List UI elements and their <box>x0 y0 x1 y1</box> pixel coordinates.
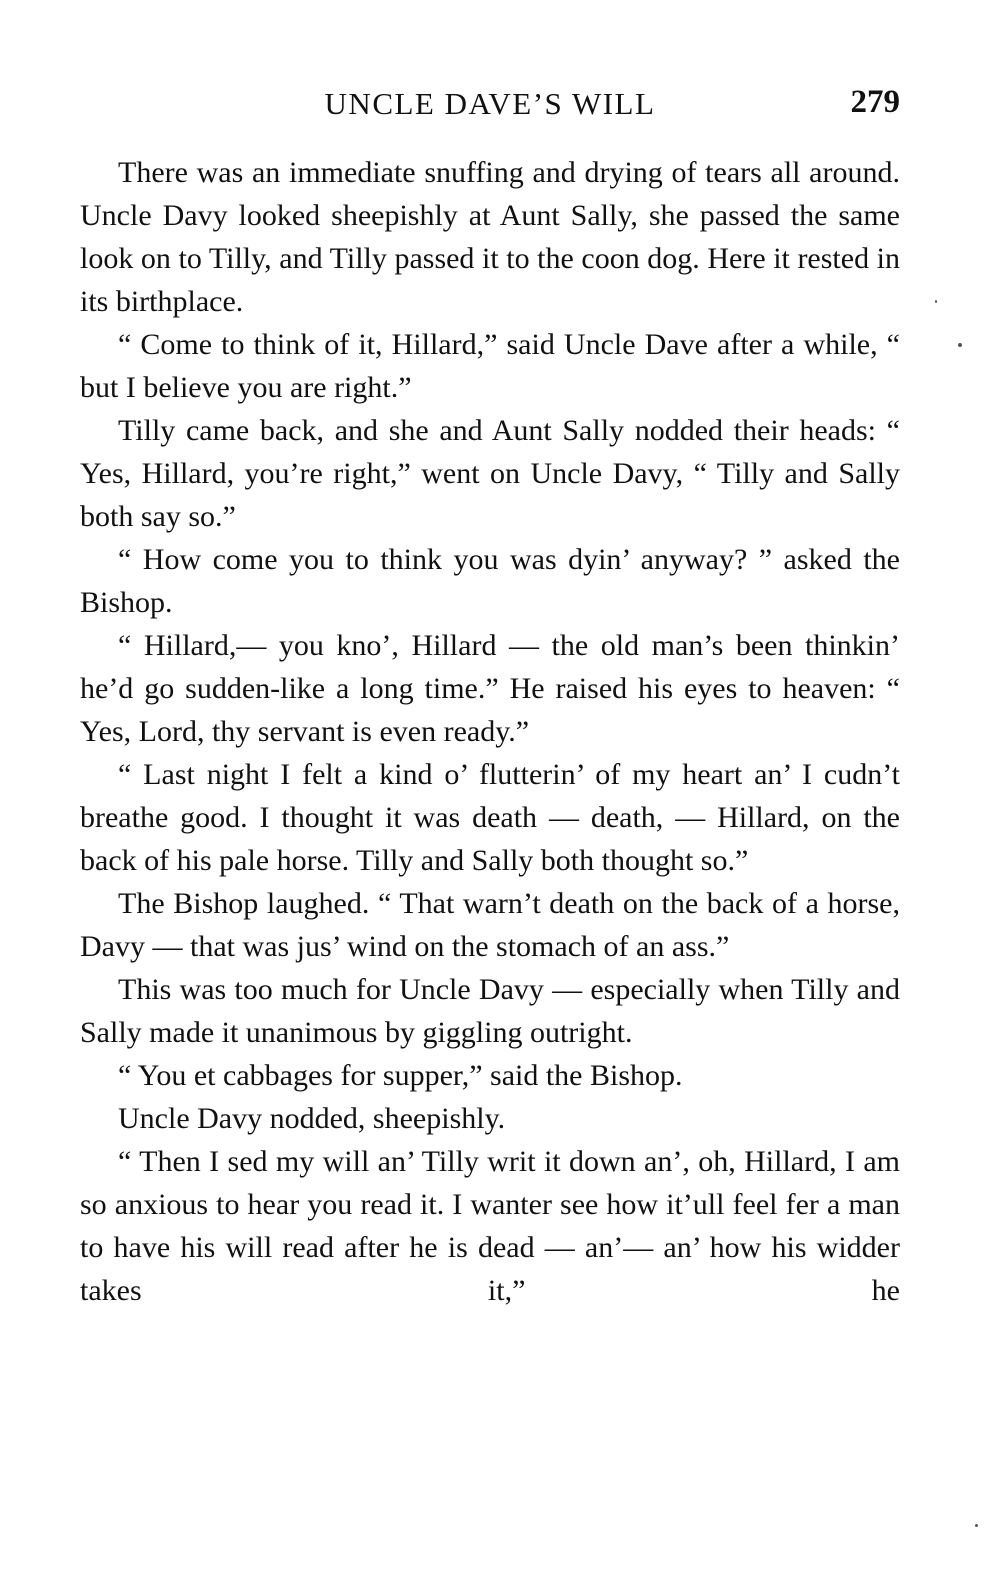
paragraph: There was an immediate snuffing and drying of tears all around. Uncle Davy looked sheepishly at Aunt Sally, she passed the same look on to Tilly, and Tilly passed it to the coon dog. Here it rested in its birthplace. <box>80 156 900 318</box>
paragraph: “ Then I sed my will an’ Tilly writ it down an’, oh, Hillard, I am so anxious to hear you read it. I wanter see how it’ull feel fer a man to have his will read after he is dead — an’— an’ how his widder takes it,” he <box>80 1145 900 1307</box>
paragraph: “ Last night I felt a kind o’ flutterin’ of my heart an’ I cudn’t breathe good. I thought it was death — death, — Hillard, on the back of his pale horse. Tilly and Sally both thought so.” <box>80 758 900 877</box>
paragraph: “ Come to think of it, Hillard,” said Uncle Dave after a while, “ but I believe you are right.” <box>80 328 900 404</box>
body-text <box>80 151 900 1312</box>
paragraph: “ How come you to think you was dyin’ anyway? ” asked the Bishop. <box>80 543 900 619</box>
paragraph: “ You et cabbages for supper,” said the Bishop. <box>118 1059 683 1092</box>
print-speck <box>935 300 937 303</box>
print-speck <box>975 1524 978 1527</box>
paragraph: The Bishop laughed. “ That warn’t death on the back of a horse, Davy — that was jus’ wind on the stomach of an ass.” <box>80 887 900 963</box>
paragraph: Tilly came back, and she and Aunt Sally nodded their heads: “ Yes, Hillard, you’re right,” went on Uncle Davy, “ Tilly and Sally both say so.” <box>80 414 900 533</box>
running-head <box>80 86 900 130</box>
page-number: 279 <box>850 84 900 120</box>
running-title: UNCLE DAVE’S WILL <box>324 86 656 121</box>
paragraph: This was too much for Uncle Davy — especially when Tilly and Sally made it unanimous by giggling outright. <box>80 973 900 1049</box>
paragraph: Uncle Davy nodded, sheepishly. <box>118 1102 506 1135</box>
paragraph: “ Hillard,— you kno’, Hillard — the old man’s been thinkin’ he’d go sudden-like a long time.” He raised his eyes to heaven: “ Yes, Lord, thy servant is even ready.” <box>80 629 900 748</box>
print-speck <box>958 343 962 347</box>
book-page <box>80 0 900 1570</box>
